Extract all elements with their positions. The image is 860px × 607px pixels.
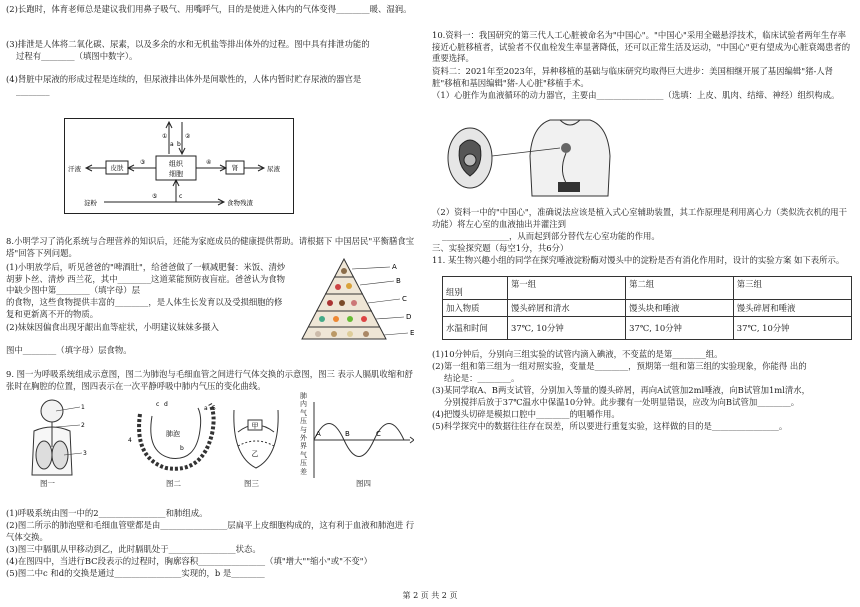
label-5: ⑤ xyxy=(152,193,158,200)
pyramid-label-c: C xyxy=(402,295,407,303)
label-b: b xyxy=(177,141,181,148)
label-2: ② xyxy=(185,133,191,140)
urine-label: 尿液 xyxy=(267,165,280,173)
svg-text:2: 2 xyxy=(81,422,85,429)
q9-part2: (2)图二所示的肺泡壁和毛细血管壁都是由________________层扁平上皮细胞构成的，这有利于血液和肺泡进 行气体交换。 xyxy=(6,520,415,542)
label-4: ④ xyxy=(206,159,212,166)
starch-label: 淀粉 xyxy=(84,199,97,207)
q10-part2-b: ________________，从而起到部分替代左心室功能的作用。 xyxy=(442,231,660,241)
figure-3-caption: 图三 xyxy=(244,479,259,488)
label-a: a xyxy=(170,141,174,148)
table-cell: 37℃, 10分钟 xyxy=(626,317,734,340)
q11-part1: (1)10分钟后，分别向三组实验的试管内滴入碘液，不变蓝的是第________组。 xyxy=(432,349,723,359)
q8-intro: 8.小明学习了消化系统与合理营养的知识后，还能为家庭成员的健康提供帮助。请根据下 中国居民"平衡膳食宝塔"回答下列问题。 xyxy=(6,236,415,258)
label-c: c xyxy=(179,193,183,200)
table-cell: 37℃, 10分钟 xyxy=(508,317,626,340)
q11-intro: 11. 某生物兴趣小组的同学在探究唾液淀粉酶对馒头中的淀粉是否有消化作用时，设计的实验方案 如下表所示。 xyxy=(432,255,845,265)
q11-part3-a: (3)某同学取A、B两支试管，分别加入等量的馒头碎屑，再向A试管加2ml唾液，向B试管加1ml清水， xyxy=(432,385,811,395)
q7-part2: (2)长跑时，体育老师总是建议我们用鼻子吸气、用嘴呼气，目的是使进入体内的气体变得________暖、湿润。 xyxy=(6,4,412,14)
q10-material-1: 10.资料一：我国研究的第三代人工心脏被命名为"中国心"。"中国心"采用全磁悬浮技术，临床试验者两年生存率接近心脏移植者，试验者不仅血栓发生率显著降低，还可以正常生活及运动，"中国心"更有望成为心脏衰竭患者的重要选择。 xyxy=(432,30,851,64)
q10-part2-a: （2）资料一中的"中国心"，准确说法应该是植入式心室辅助装置，其工作原理是利用离心力（类似洗衣机的甩干功能）将左心室的血液抽出并灌注到 xyxy=(432,207,848,229)
table-row xyxy=(443,300,852,317)
table-cell: 组别 xyxy=(443,277,508,300)
q9-part3: (3)图三中膈肌从甲移动到乙，此时膈肌处于________________状态。 xyxy=(6,544,261,554)
q11-part3-b: 分别搅拌后放于37℃温水中保温10分钟。此步骤有一处明显错误，应改为向B试管加________。 xyxy=(444,397,800,407)
table-cell: 加入物质 xyxy=(443,300,508,317)
table-cell: 第一组 xyxy=(508,277,626,300)
q7-part3-line1: (3)排泄是人体将二氧化碳、尿素，以及多余的水和无机盐等排出体外的过程。图中具有排泄功能的 xyxy=(6,39,370,49)
table-cell: 37℃, 10分钟 xyxy=(733,317,851,340)
fig3-yi: 乙 xyxy=(251,450,259,458)
table-row xyxy=(443,277,852,300)
svg-text:1: 1 xyxy=(81,404,85,411)
table-cell: 馒头碎屑和唾液 xyxy=(733,300,851,317)
q8-part1-b: 的食物，这些食物提供丰富的________，是人体生长发育以及受损细胞的修复和更新离不开的物质。 xyxy=(6,297,283,319)
page-footer: 第 2 页 共 2 页 xyxy=(402,591,458,600)
svg-text:4: 4 xyxy=(128,437,132,444)
cell-label-2: 细胞 xyxy=(169,170,183,178)
fig4-point-a: A xyxy=(316,430,321,438)
label-3: ③ xyxy=(140,159,146,166)
svg-text:d: d xyxy=(164,401,168,408)
q7-part3-line2: 过程有________（填图中数字）。 xyxy=(16,51,138,61)
fig3-jia: 甲 xyxy=(251,422,259,430)
pyramid-label-a: A xyxy=(392,263,397,271)
q8-part1-a: (1)小明放学后，听见爸爸的"啤酒肚"，给爸爸做了一顿减肥餐：米饭、清炒胡萝卜丝、清炒 西兰花，其中________这道菜能预防夜盲症。爸爸认为食物中缺少图中第________（填字母）层 xyxy=(6,262,286,296)
section-3-heading: 三、实验探究题（每空1分，共6分） xyxy=(432,243,569,253)
table-cell: 馒头块和唾液 xyxy=(626,300,734,317)
q11-part2-b: 结论是：________。 xyxy=(444,373,520,383)
artificial-heart-illustration xyxy=(440,116,620,198)
q10-part1: （1）心脏作为血液循环的动力器官，主要由________________（选填：上皮、肌肉、结缔、神经）组织构成。 xyxy=(432,90,840,100)
q11-part4: (4)把馒头切碎是模拟口腔中________的咀嚼作用。 xyxy=(432,409,620,419)
fig4-point-c: C xyxy=(376,430,381,438)
table-cell: 馒头碎屑和清水 xyxy=(508,300,626,317)
q11-part2-a: (2)第一组和第三组为一组对照实验，变量是________，预期第一组和第三组的实验现象，你能得 出的 xyxy=(432,361,807,371)
excretion-diagram xyxy=(64,118,294,214)
q8-part2-a: (2)妹妹因偏食出现牙龈出血等症状，小明建议妹妹多摄入 xyxy=(6,322,219,332)
q9-part5: (5)图二中c 和d的交换是通过________________实现的，b 是________ xyxy=(6,568,265,578)
svg-text:c: c xyxy=(156,401,160,408)
table-cell: 第三组 xyxy=(733,277,851,300)
figure-2-alveolus xyxy=(126,398,226,480)
figure-1-caption: 图一 xyxy=(40,479,55,488)
q10-material-2: 资料二：2021年至2023年，异种移植的基础与临床研究均取得巨大进步：美国相继开展了基因编辑"猪-人肾脏"移植和基因编辑"猪-人心脏"移植手术。 xyxy=(432,66,834,88)
skin-label: 皮肤 xyxy=(110,164,124,172)
table-cell: 第二组 xyxy=(626,277,734,300)
sweat-label: 汗液 xyxy=(68,165,81,173)
q9-part4: (4)在图四中，当进行BC段表示的过程时，胸廓容积________________（填"增大""缩小"或"不变"） xyxy=(6,556,372,566)
table-cell: 水温和时间 xyxy=(443,317,508,340)
label-1: ① xyxy=(162,133,168,140)
cell-label-1: 组织 xyxy=(169,160,183,168)
q7-part4-line1: (4)肾脏中尿液的形成过程是连续的，但尿液排出体外是间歇性的，人体内暂时贮存尿液的器官是 xyxy=(6,74,362,84)
q9-part1: (1)呼吸系统由图一中的2________________和肺组成。 xyxy=(6,508,208,518)
pyramid-label-e: E xyxy=(410,329,415,337)
svg-text:5: 5 xyxy=(212,405,216,412)
figure-4-pressure-curve xyxy=(310,398,414,484)
q7-part4-line2: ________ xyxy=(16,86,50,96)
pyramid-label-b: B xyxy=(396,277,401,285)
alveolus-label: 肺泡 xyxy=(166,430,180,438)
fig4-point-b: B xyxy=(345,430,350,438)
kidney-label: 肾 xyxy=(231,164,239,172)
q9-intro: 9. 图一为呼吸系统组成示意图，图二为肺泡与毛细血管之间进行气体交换的示意图，图三 表示人膈肌收缩和舒张时在胸腔的位置，图四表示在一次平静呼吸中肺内气压的变化曲线。 xyxy=(6,369,413,391)
figure-2-caption: 图二 xyxy=(166,479,181,488)
experiment-table xyxy=(442,276,852,340)
figure-1-respiratory-system xyxy=(20,397,90,485)
food-pyramid xyxy=(294,255,420,347)
pyramid-label-d: D xyxy=(406,313,412,321)
q8-part2-b: 图中________（填字母）层食物。 xyxy=(6,345,132,355)
food-residue-label: 食物残渣 xyxy=(227,199,253,207)
figure-4-ylabel: 肺内气压与外界气压差 xyxy=(300,392,307,476)
svg-text:3: 3 xyxy=(83,450,87,457)
figure-4-caption: 图四 xyxy=(356,479,371,488)
svg-text:a: a xyxy=(204,405,208,412)
table-row xyxy=(443,317,852,340)
figure-3-diaphragm xyxy=(228,406,284,472)
svg-text:b: b xyxy=(180,445,184,452)
q11-part5: (5)科学探究中的数据往往存在误差，所以要进行重复实验，这样做的目的是________________。 xyxy=(432,421,788,431)
